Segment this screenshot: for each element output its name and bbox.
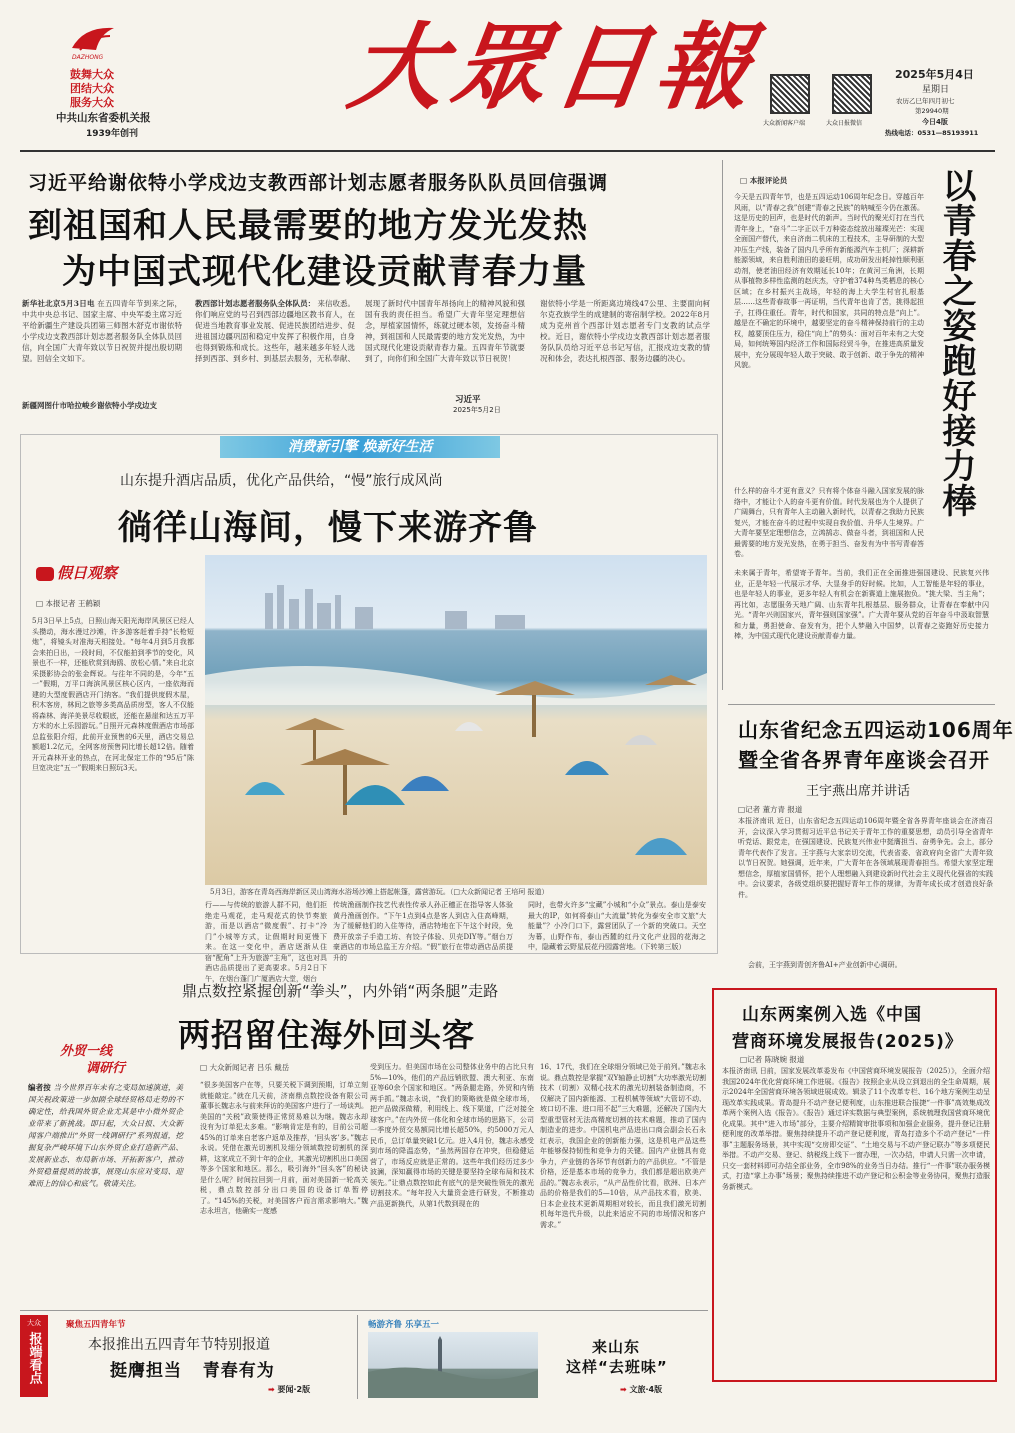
lead-column-2 (195, 298, 525, 394)
bottom-left-kicker: 本报推出五四青年节特别报道 (88, 1337, 270, 1353)
issue-lunar: 农历乙巳年四月初七 (896, 97, 955, 105)
photo-caption: 5月3日，游客在青岛西海岸新区灵山湾海水浴场沙滩上搭起帐篷，露营游玩。（□大众新闻记者 王培珂 报道） (210, 888, 549, 896)
lead-headline-1: 到祖国和人民最需要的地方发光发热 (28, 206, 588, 246)
lead-column-1 (22, 298, 182, 408)
lead-sign-date: 2025年5月2日 (453, 406, 501, 414)
issue-pages: 今日4版 (922, 118, 948, 126)
editorial-title: 以青春之姿跑好接力棒 (936, 168, 976, 518)
travel-column-2: 行——与传统的旅游人群不同，他们拒绝走马观花，走马观花式的快节奏旅游，而是以酒店“微度假”、打卡“冷门”小城等方式，让假期时间更慢下来。在这一变化中，酒店逐渐从住宿“配角”上升为旅游“主角”，这也对具酒店品质提出了更高要求。5月2日下午，在烟台蓬门广厦酒店大堂，烟台 (205, 901, 327, 983)
qr-code-app-label: 大众新闻客户端 (763, 120, 806, 127)
hotline: 热线电话：0531—85193911 (885, 129, 979, 137)
masthead (0, 0, 1015, 150)
lead-col1-body: 在五四青年节到来之际，中共中央总书记、国家主席、中央军委主席习近平给新疆生产建设兵团第三师图木舒克市谢依特小学戍边支教西部计划志愿者服务队全体队员回信，向全国广大青年致以节日祝贺并提出殷切期望。回信全文如下。 (22, 299, 183, 363)
editorial-body-2: 什么样的奋斗才更有意义？只有将个体奋斗融入国家发展的脉络中，才能让个人的奋斗更有价值。时代发展也为个人提供了广阔舞台，只有青年人主动融入新时代，以青春之我助力民族复兴，才能在奋斗的过程中实现自我价值、升华人生境界。广大青年要坚定理想信念，立鸿鹄志、做奋斗者，到祖国和人民最需要的地方发光发热，在勇于担当、奋发有为中书写青春答卷。 (734, 487, 924, 558)
overseas-kicker: 鼎点数控紧握创新“拳头”，内外销“两条腿”走路 (182, 982, 499, 1000)
bottom-vertical-tag (20, 1315, 48, 1397)
bottom-right-section (368, 1318, 439, 1330)
bottom-left-link[interactable] (268, 1384, 310, 1395)
overseas-tag-2: 调研行 (86, 1061, 126, 1076)
travel-tag (36, 562, 117, 583)
dazhong-mark-icon: 大众 (27, 1319, 41, 1327)
travel-column-3: 传统渔画制作技艺代表性传承人孙正穗正在指导客人体验黄丹渔画创作。“下午1点到4点是客人到店入住高峰期，为了缓解他们的入住等待，酒店特地在下午这个时段，免费开放亲子手造工坊、有饺子体验、贝壳DIY等。”烟台万豪酒店的市场总监王方介绍。“假”旅行在带动酒店品质提升的 (333, 901, 513, 962)
lead-col1-sub: 新疆网图什市哈拉峻乡谢依特小学戍边支 (22, 401, 157, 410)
meeting-headline-2: 暨全省各界青年座谈会召开 (738, 748, 990, 772)
qr-code-app-icon (770, 74, 810, 114)
lead-headline-2: 为中国式现代化建设贡献青春力量 (62, 252, 587, 292)
overseas-column-2: 受到压力。但美国市场在公司整体业务中的占比只有5%—10%，他们的产品远销欧盟、澳大利亚、东南亚等60余个国家和地区。“两条腿走路，外贸和内销两手抓。”魏志永说，“我们的策略就是做全球市场，把产品做深做精，利用线上、线下渠道，广泛对接全球客户。”在内外贸一体化和全球市场的思路下，公司一季度外贸交易额同比增长超50%，约5000万元人民币，总订单量突破1亿元。进入4月份，魏志永感受到市场的降温态势，“虽然两国存在冲突，但稳健运营了，市场反应就是正常的。这些年我们经历过多少波澜，深知赢得市场的关键是要坚持全球布局和技术领先。”让鼎点数控如此有底气的是突破性领先的激光切割技术。“每年投入大量资金进行研发，不断推动产品更新换代，从第1代数到现在的 (370, 1063, 534, 1208)
lead-letter-salutation: 教西部计划志愿者服务队全体队员： (195, 299, 316, 308)
travel-byline: □ 本报记者 王鹤颖 (36, 599, 101, 608)
bottom-left-link-label: 要闻·2版 (277, 1385, 311, 1394)
meeting-byline: □记者 董方青 报道 (738, 805, 803, 814)
editorial-byline: □ 本报评论员 (740, 176, 788, 185)
overseas-headline: 两招留住海外回头客 (178, 1016, 476, 1054)
qr-code-wechat-icon (832, 74, 872, 114)
editor-note-body: 当今世界百年未有之变局加速演进，美国关税政策进一步加剧全球经贸格局走势的不确定性，给我国外贸企业尤其是中小微外贸企业带来了新挑战。即日起，大众日报、大众新闻客户端推出“外贸一线调研行”系列报道，挖掘复杂严峻环境下山东外贸企业打造新产品、发展新业态、布局新市场、开拓新客户，推动外贸稳量提质的故事，展现山东应对变局、迎难而上的信心和底气。敬请关注。 (28, 1083, 184, 1188)
bottom-strip-vdivider (357, 1315, 358, 1399)
travel-kicker: 山东提升酒店品质，优化产品供给，“慢”旅行成风尚 (120, 473, 443, 489)
arrow-right-icon: ➡ (620, 1385, 627, 1394)
editor-note (28, 1082, 183, 1302)
travel-banner: 消费新引擎 焕新好生活 (220, 436, 500, 458)
travel-column-1: 5月3日早上5点，日照山海天阳光海岸风景区已经人头攒动，海水漫过沙滩，许多游客赶着手持“长枪短炮”，将镜头对准海天相接处。“每年4月到5月我都会来拍日出，一段时间，不仅能拍到季节的变化，风景也不一样，还能欣赏到海鸥、放松心情。”来自北京采摄影协会的张金辉说。与往年不同的是，今年“五一”假期，万平口海滨风景区核心区内，一座依海而建的大型度假酒店开门纳客。“我们提供度假木屋，积木客房，林间之旅等多类高品质房型，客人不仅能将森林、海洋美景尽收眼底，还能在悬崖和达五万平方米的水上乐园游玩。”日照开元森林度假酒店市场部总监张阳介绍，此前开业预售的6天里，酒店交易总额超1.2亿元，全网客房预售同比增长超12倍。随着开元森林开业的热点，在河北保定工作的“95后”陈旦宽决定“五一”假期来日照玩3天。 (32, 617, 194, 772)
bottom-left-section: 聚焦五四青年节 (66, 1320, 126, 1330)
qr-code-wechat-label: 大众日报微信 (826, 120, 863, 127)
editor-note-label: 编者按 (28, 1083, 51, 1092)
newspaper-title: 大眾日報 (342, 13, 766, 123)
issue-date: 2025年5月4日 (895, 68, 974, 81)
overseas-column-1: “很多美国客户在等，只要关税下调到预期，订单立刻就能敲定。”就在几天前，济南鼎点数控设备有限公司董事长魏志永与前来拜访的美国客户进行了一场谈判。美国的“关税”政策使得正常贸易难以为继。魏志永却没有为订单犯太多难。“影响肯定是有的，目前公司超45%的订单来自老客户返单及推荐，‘回头客’多。”魏志永说。凭借在激光切割机及细分领域数控切割机的深耕，这家成立不到十年的企业，其激光切割机出口美国等多个国家和地区。那么，吸引海外“回头客”的秘诀是什么呢？时间拉回到一月前，面对美国新一轮高关税，鼎点数控部分出口美国的设备订单暂停了。“145%的关税，对美国客户而言需求影响大。”魏志永坦言，他确实一度感 (200, 1081, 368, 1215)
report-body: 本报济南讯 日前，国家发展改革委发布《中国营商环境发展报告（2025）》，全面介绍我国2024年优化营商环境工作进展。《报告》按照企业从设立到退出的全生命周期，展示2024年全国营商环境各领域进展成效。辑录了11个改革专栏、16个地方案例生动呈现改革实践成果。青岛提升不动产登记便利度，山东推进联合报捷“一件事”高效集成改革两个案例入选《报告》。《报告》通过详实数据与典型案例，系统梳理我国营商环境优化成果。其中“进入市场”部分，主要介绍精简审批事项和加强企业服务，提升登记注册便利度的改革举措。聚焦持续提升不动产登记便利度，青岛打造多个不动产登记“一件事”主题服务场景，其中实现“交房即交证”、“土地交易与不动产登记联办”等多项便民举措。不动产交易、登记、纳税线上线下一窗办理，一次办结，申请人只需一次申请，只交一套材料即可办结全部业务，全市98%的业务当日办结。推行“一件事”联办服务模式，打造“掌上办事”场景；聚焦持续推进不动产登记和公积金等业务协同，聚焦打造服务新模式。 (722, 1067, 990, 1191)
issue-number: 第29940期 (915, 107, 949, 115)
report-headline-2: 营商环境发展报告(2025)》 (732, 1032, 963, 1052)
binoculars-icon (36, 567, 54, 581)
bottom-left-headline: 挺膺担当 青春有为 (110, 1361, 275, 1381)
meeting-body: 本报济南讯 近日，山东省纪念五四运动106周年暨全省各界青年座谈会在济南召开，会议深入学习贯彻习近平总书记关于青年工作的重要思想，动员引导全省青年听党话、跟党走，在强国建设、民族复兴伟业中挺膺担当、奋勇争先。会上，部分青年代表作了发言。王宇燕与大家亲切交流，代表省委、省政府向全省广大青年致以节日祝贺。她强调，近年来，广大青年在各领域展现青春担当。希望大家坚定理想信念，厚植家国情怀，把个人理想融入到建设新时代社会主义现代化强省的实践中。会议要求，各级党组织要把握好青年工作的规律，为青年成长成才创造良好条件。 (738, 817, 993, 899)
bottom-strip-divider (20, 1310, 708, 1311)
report-byline: □记者 陈晓婉 报道 (740, 1055, 805, 1064)
lead-letter-body: 来信收悉。你们响应党的号召到西部边疆地区教书育人，在促进当地教育事业发展、促进民族团结进步、促进祖国边疆巩固和稳定中发挥了积极作用，自身也得到锻炼和成长。这些年，越来越多年轻人选择到西部、到乡村、到基层去服务，无私奉献、展现了新时代中国青年昂扬向上的精神风貌和强国有我的责任担当。希望广大青年坚定理想信念，厚植家国情怀，练就过硬本领，发扬奋斗精神，到祖国和人民最需要的地方发光发热，为中国式现代化建设贡献青春力量。五四青年节就要到了，向你们和全国广大青年致以节日祝贺！ (195, 299, 525, 363)
logo-sub: DAZHONG (72, 54, 104, 61)
lead-kicker: 习近平给谢依特小学戍边支教西部计划志愿者服务队队员回信强调 (28, 172, 609, 194)
founded: 1939年创刊 (86, 129, 139, 139)
logo-icon (70, 22, 118, 54)
editorial-body-3: 未来属于青年，希望寄予青年。当前，我们正在全面推进强国建设、民族复兴伟业，正是年轻一代展示才华、大显身手的好时候。比如，人工智能是年轻的事业，也是年轻人的事业，更多年轻人有机会在新赛道上施展抱负。“挑大梁、当主角”；再比如，志愿服务天地广阔、山东青年扎根基层、服务群众，让青春在奉献中闪光。“青年兴则国家兴，青年强则国家强”。广大青年要从党的百年奋斗中汲取智慧和力量，勇担使命、奋发有为，把个人梦融入中国梦，以青春之姿跑好历史接力棒，为中国式现代化建设贡献青春力量。 (734, 569, 989, 640)
arrow-right-icon: ➡ (268, 1385, 275, 1394)
publisher: 中共山东省委机关报 (56, 112, 151, 124)
bottom-right-link[interactable] (620, 1384, 662, 1395)
travel-tag-label: 假日观察 (57, 564, 118, 582)
bottom-right-link-label: 文旅·4版 (629, 1385, 663, 1394)
meeting-headline-1: 山东省纪念五四运动106周年 (738, 718, 1014, 742)
editorial-body-1: 今天是五四青年节，也是五四运动106周年纪念日。穿越百年风雨，以“青春之我”创建“青春之民族”的呐喊至今仍在激荡。这是历史的回声，也是时代的新声。当时代的聚光灯打在当代青年身上，“奋斗”二字正以千万种姿态绽放出璀璨光芒：实现全面国产替代，来自济南二机床的工程技术，主导研制的大型冲压生产线，装备了国内几乎所有新能源汽车主机厂；深耕新能源领域，来自胜利油田的姜旺明，成功研发出耗掉性顺利驱动剂，使老油田经济有效期延长10年；在黄河三角洲，长期从事植物多样性监测的赵庆杰，守护着374种鸟类栖息的核心区域；在乡村振兴主战场，年轻的海上大学生村官扎根基层……这些青春故事一再证明，当代青年也肯了苦，挑得起担子，扛得住重任。青年，时代和国家，共同的特点是“向上”。越是在不确定的环境中，越要坚定的奋斗精神保持前行的主动权，越要顶住压力，稳住“向上”的势头：面对百年未有之大变局，如何统筹国内经济工作和国际经贸斗争，在推进高质量发展中，充分展现年轻人敢于突破、敢于创新、敢于争先的精神风貌。 (734, 193, 924, 369)
issue-weekday: 星期日 (922, 85, 950, 95)
bottom-right-photo (368, 1332, 538, 1398)
slogan-3: 服务大众 (70, 96, 114, 109)
report-headline-1: 山东两案例入选《中国 (742, 1005, 922, 1025)
slogan-1: 鼓舞大众 (70, 68, 114, 81)
lead-signature: 习近平 (455, 395, 481, 405)
overseas-tag-1: 外贸一线 (60, 1044, 113, 1059)
bottom-vertical-label: 报端看点 (26, 1332, 42, 1384)
lead-column-3: 谢依特小学是一所距离边境线47公里、主要面向柯尔克孜族学生的成建制的寄宿制学校。2022年8月成为克州首个西部计划志愿者专门支教的试点学校。近日，谢依特小学戍边支教西部计划志愿者服务队队员给习近平总书记写信，汇报戍边支教的情况和体会，表达扎根西部、服务边疆的决心。 (540, 299, 710, 363)
editorial-divider (728, 704, 995, 705)
beach-photo (205, 555, 707, 885)
right-column-divider (722, 160, 723, 690)
travel-column-4: 同时，也带火许多“宝藏”小城和“小众”景点。泰山是泰安最大的IP，如何将泰山“大流量”转化为泰安全市文旅“大能量”？小冷门口下，露营团队了一个新的突破口。天空为幕，山野作布，泰山西麓的红丹文化产业园的花海之中，隐藏着云野星辰花丹园露营地。（下转第三版） (528, 901, 706, 951)
slogan-2: 团结大众 (70, 82, 114, 95)
bottom-right-headline-2: 这样“去班味” (566, 1358, 668, 1376)
overseas-column-3: 16、17代，我们在全球细分领域已处于前列。”魏志永说。鼎点数控是掌握“双Y轴静止切割”大功率激光切割技术（切割）双精心技术的激光切割装备制造商，不仅解决了国内新能源、工程机械等领域“大管切不动、坡口切不准、进口用不起”三大难题，还解决了国内大型重型管材无法高精度切割的技术难题，推动了国内制造业的进步。中国机电产品进出口商会副会长石永红表示，我国企业的创新能力强，这是机电产品这些年能够保持韧性和竞争力的关键。国内产业链具有竞争力，产业链的各环节有创新力的产品供应。“不管是价格，还是基本市场的竞争力，我们都是超出欧美产品的。”魏志永表示，“从产品性价比看，欧洲、日本产品的价格是我们的5—10倍，从产品技术看，欧美、日本企业技术更新周期相对较长，而且我们激光切割机每年迭代升级，以此来适应不同的市场情况和客户需求。” (540, 1063, 706, 1229)
travel-headline: 徜徉山海间，慢下来游齐鲁 (118, 508, 538, 548)
bottom-right-headline-1: 来山东 (592, 1338, 641, 1356)
bottom-right-section-label: 畅游齐鲁 乐享五一 (368, 1320, 439, 1330)
masthead-divider (20, 150, 995, 152)
meeting-sub: 王宇燕出席并讲话 (806, 784, 911, 799)
lead-dateline: 新华社北京5月3日电 (22, 299, 95, 308)
overseas-byline: □ 大众新闻记者 吕乐 戴岳 (200, 1063, 290, 1072)
meeting-footer: 会前，王宇燕到青创齐鲁AI+产业创新中心调研。 (748, 961, 902, 969)
